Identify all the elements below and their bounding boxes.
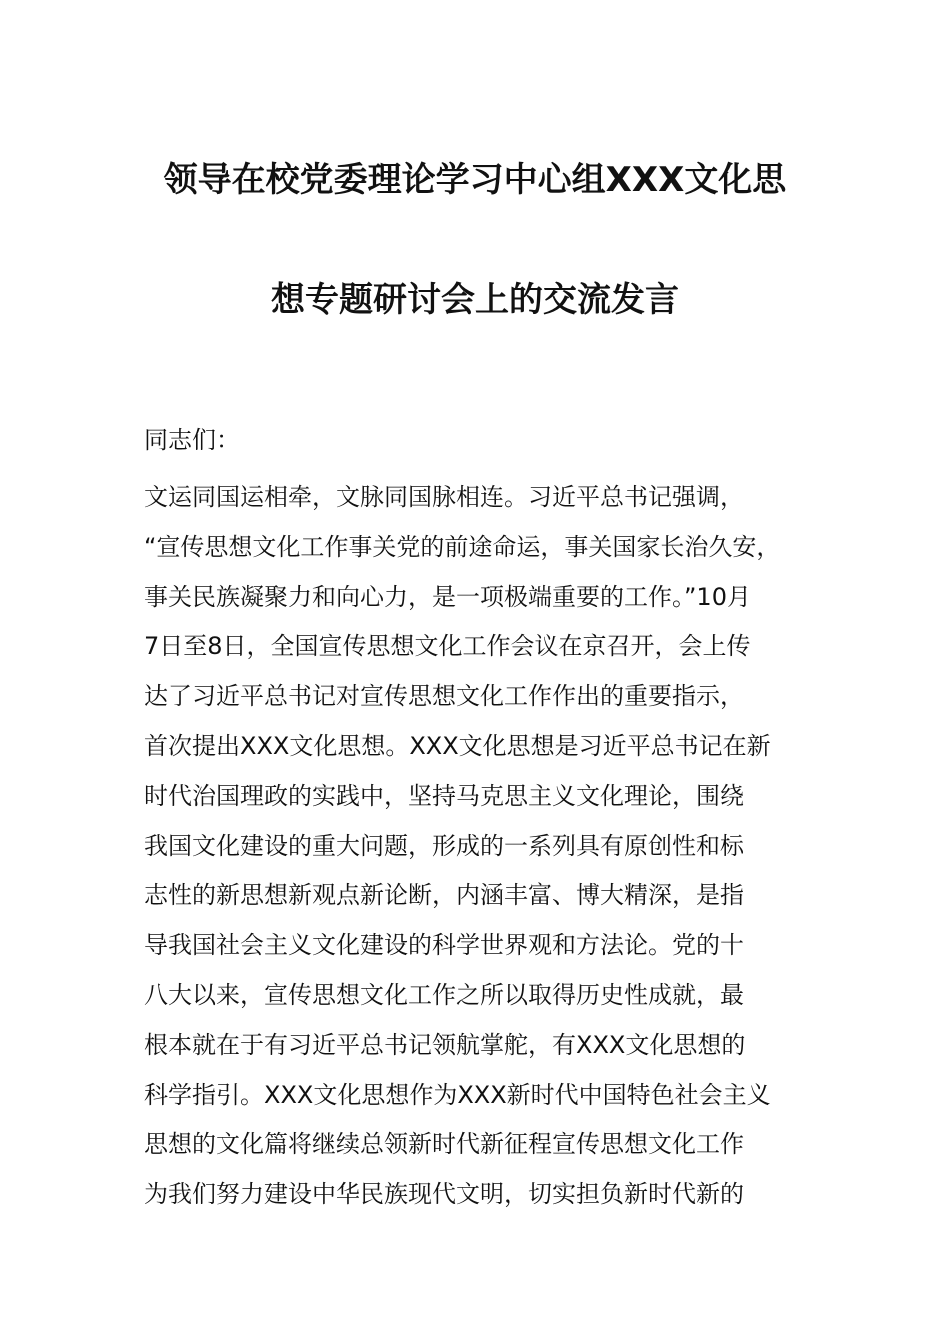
body-line: 我国文化建设的重大问题，形成的一系列具有原创性和标 [144,831,744,860]
body-line: “宣传思想文化工作事关党的前途命运，事关国家长治久安， [144,532,781,561]
body-line: 为我们努力建设中华民族现代文明，切实担负新时代新的 [144,1180,744,1209]
document-title-line-1: 领导在校党委理论学习中心组XXX文化思 [163,160,787,200]
body-line: 志性的新思想新观点新论断，内涵丰富、博大精深，是指 [144,881,744,910]
body-line: 首次提出XXX文化思想。XXX文化思想是习近平总书记在新 [144,731,771,760]
body-line: 科学指引。XXX文化思想作为XXX新时代中国特色社会主义 [144,1080,771,1109]
body-text [144,473,834,1220]
body-line: 时代治国理政的实践中，坚持马克思主义文化理论，围绕 [144,781,744,810]
body-line: 文运同国运相牵，文脉同国脉相连。习近平总书记强调， [144,483,744,511]
body-line: 思想的文化篇将继续总领新时代新征程宣传思想文化工作 [144,1130,744,1159]
body-line: 事关民族凝聚力和向心力，是一项极端重要的工作。”10月 [144,582,751,611]
body-line: 7日至8日，全国宣传思想文化工作会议在京召开，会上传 [144,632,751,661]
document-title-line-2: 想专题研讨会上的交流发言 [271,280,679,320]
body-line: 导我国社会主义文化建设的科学世界观和方法论。党的十 [144,931,744,960]
salutation: 同志们： [144,426,240,454]
body-line: 根本就在于有习近平总书记领航掌舵，有XXX文化思想的 [144,1030,746,1059]
body-line: 达了习近平总书记对宣传思想文化工作作出的重要指示， [144,682,744,711]
body-line: 八大以来，宣传思想文化工作之所以取得历史性成就，最 [144,980,744,1009]
